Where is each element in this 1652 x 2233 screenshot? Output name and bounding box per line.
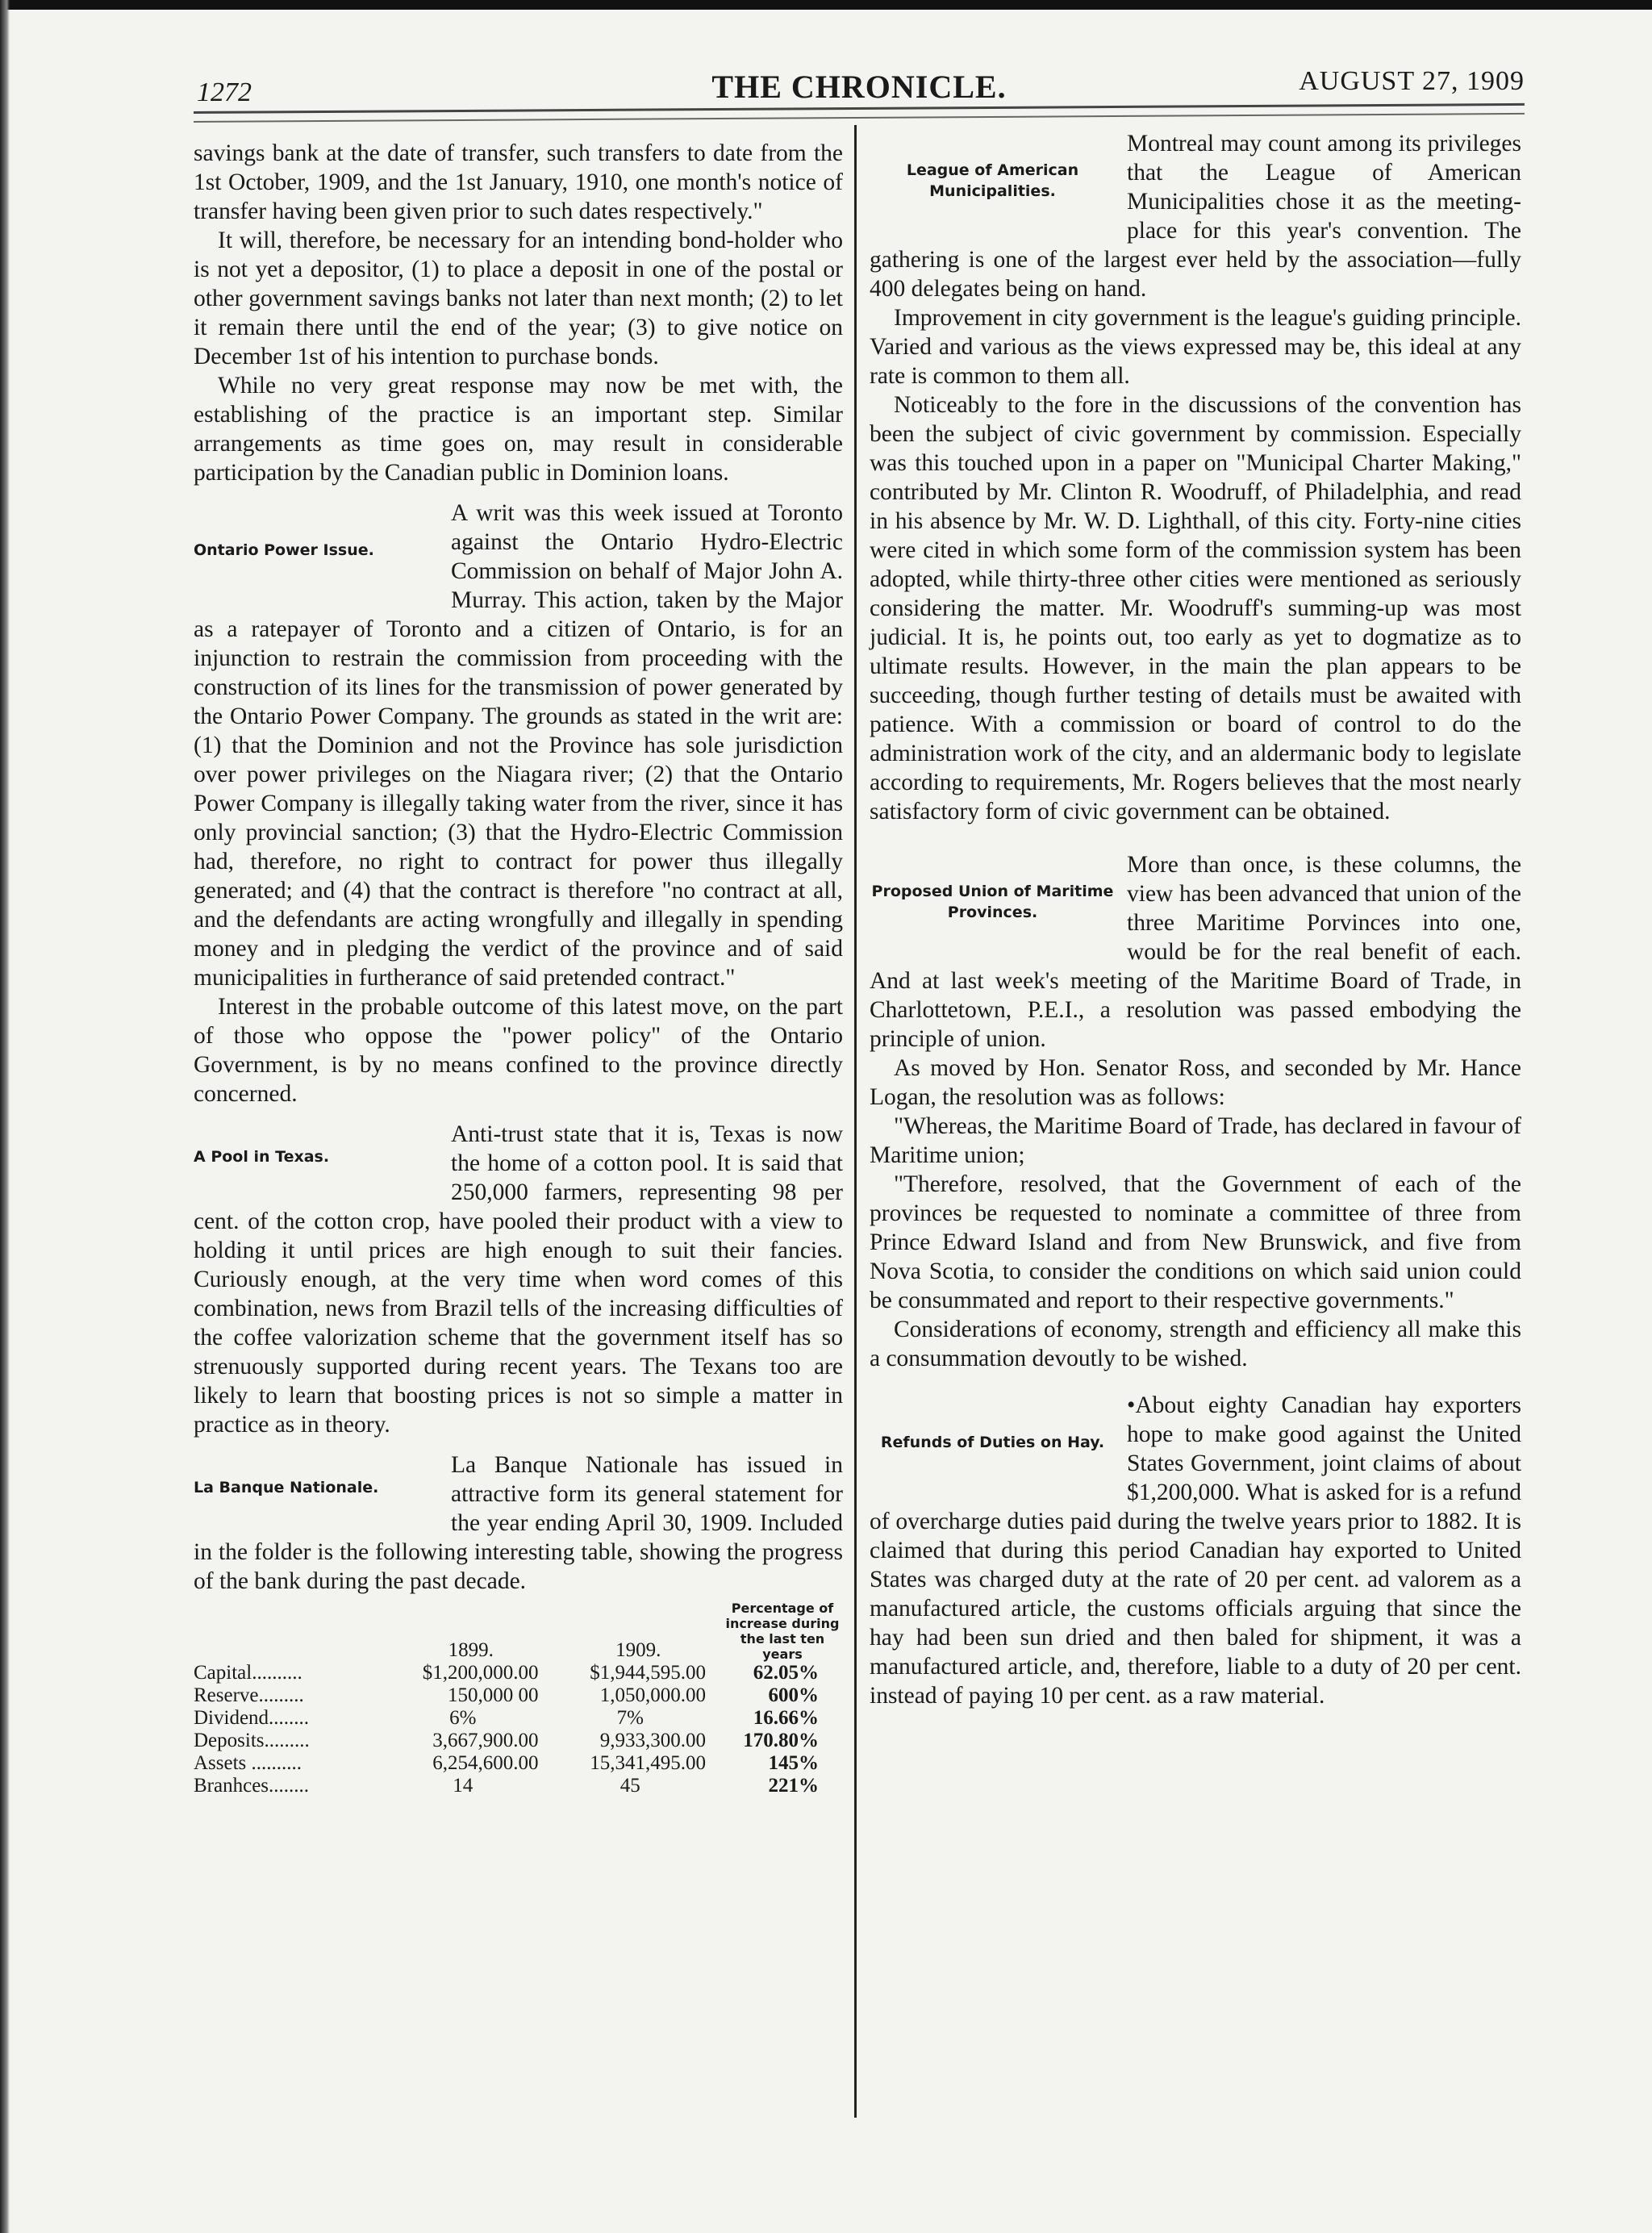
scan-left-edge — [0, 0, 10, 2233]
cell: 6,254,600.00 — [432, 1752, 539, 1774]
page-number: 1272 — [197, 77, 252, 107]
paragraph: Considerations of economy, strength and efficiency all make this a consummation devoutly to be wished. — [870, 1317, 1521, 1371]
cell: 145% — [768, 1752, 819, 1774]
table-row — [194, 1752, 843, 1775]
table-header — [194, 1601, 387, 1662]
paragraph: A writ was this week issued at Toronto against the Ontario Hydro-Electric Commission on behalf of Major John A. Murray. This action, taken by the Major as a ratepayer of Toronto and a citizen of Ontario, is for an injunction to restrain the commission from proceeding with the construction of its lines for the transmission of power generated by the Ontario Power Company. The grounds as stated in the writ are: (1) that the Dominion and not the Province has sole jurisdiction over power privileges on the Niagara river; (2) that the Ontario Power Company is illegally taking water from the river, since it has only provincial sanction; (3) that the Hydro-Electric Commission had, therefore, no right to contract for power thus illegally generated; and (4) that the contract is therefore "no contract at all, and the defendants are acting wrongfully and illegally in spending money and in pledging the verdict of the province and of said municipalities in furtherance of said pretended contract." — [194, 500, 843, 991]
paragraph: Montreal may count among its privileges that the League of American Municipalities chose it as the meeting-place for this year's convention. The gathering is one of the largest ever held by the association—fully 400 delegates being on hand. — [870, 131, 1521, 302]
row-label: Capital.......... — [194, 1662, 302, 1684]
cell: $1,200,000.00 — [422, 1662, 539, 1684]
cell: 3,667,900.00 — [432, 1730, 539, 1751]
paragraph: savings bank at the date of transfer, such transfers to date from the 1st October, 1909, and the 1st January, 1910, one month's notice of transfer having been given prior to such dates respectively." — [194, 140, 843, 224]
table-row — [194, 1775, 843, 1797]
article-refunds-of-duties-on-hay — [870, 1391, 1521, 1710]
cell: 9,933,300.00 — [599, 1730, 706, 1751]
cell: 150,000 00 — [448, 1684, 539, 1706]
paragraph: Interest in the probable outcome of this latest move, on the part of those who oppose the "power policy" of the Ontario Government, is by no means confined to the province directly concerned. — [194, 994, 843, 1107]
row-label: Branhces........ — [194, 1775, 310, 1797]
cell: 16.66% — [753, 1707, 819, 1729]
cell: 14 — [453, 1775, 473, 1797]
side-heading: Proposed Union of Maritime Provinces. — [871, 883, 1114, 921]
cell: 62.05% — [753, 1662, 819, 1684]
table-header-row — [194, 1601, 843, 1662]
cell: $1,944,595.00 — [590, 1662, 706, 1684]
publication-title: THE CHRONICLE. — [711, 69, 1007, 105]
paragraph: Anti-trust state that it is, Texas is now the home of a cotton pool. It is said that 250,000 farmers, representing 98 per cent. of the cotton crop, have pooled their product with a view to holding it until prices are high enough to suit their fancies. Curiously enough, at the very time when word comes of this combination, news from Brazil tells of the increasing difficulties of the coffee valorization scheme that the government itself has so strenuously supported during recent years. The Texans too are likely to learn that boosting prices is not so simple a matter in practice as in theory. — [194, 1121, 843, 1438]
issue-date: AUGUST 27, 1909 — [1299, 66, 1525, 96]
right-column — [870, 129, 1521, 1710]
paragraph: While no very great response may now be met with, the establishing of the practice is an important step. Similar arrangements as time goes on, may result in considerable participation by the Canadian public in Dominion loans. — [194, 373, 843, 486]
row-label: Reserve......... — [194, 1684, 304, 1706]
side-heading: A Pool in Texas. — [194, 1148, 330, 1166]
left-column — [194, 139, 843, 1797]
table-row — [194, 1662, 843, 1684]
side-heading: League of American Municipalities. — [906, 161, 1079, 200]
cell: 1,050,000.00 — [599, 1684, 706, 1706]
article-la-banque-nationale — [194, 1450, 843, 1596]
table-header: Percentage of increase during the last ten years — [725, 1601, 840, 1662]
table-header: 1899. — [448, 1639, 494, 1661]
cell: 600% — [768, 1684, 819, 1706]
row-label: Dividend........ — [194, 1707, 310, 1729]
paragraph: La Banque Nationale has issued in attractive form its general statement for the year ending April 30, 1909. Included in the folder is the following interesting table, showing the progress of the bank during the past decade. — [194, 1452, 843, 1594]
scan-top-border — [0, 0, 1652, 10]
cell: 15,341,495.00 — [590, 1752, 706, 1774]
paragraph: "Therefore, resolved, that the Government of each of the provinces be requested to nominate a committee of three from Prince Edward Island and from New Brunswick, and five from Nova Scotia, to consider the conditions on which said union could be consummated and report to their respective governments." — [870, 1171, 1521, 1313]
cell: 45 — [620, 1775, 640, 1797]
article-proposed-union-maritime-provinces — [870, 850, 1521, 1373]
table-row — [194, 1707, 843, 1730]
cell: 6% — [449, 1707, 477, 1729]
row-label: Deposits......... — [194, 1730, 310, 1751]
paragraph: •About eighty Canadian hay exporters hope to make good against the United States Government, joint claims of about $1,200,000. What is asked for is a refund of overcharge duties paid during the twelve years prior to 1882. It is claimed that during this period Canadian hay exported to United States was charged duty at the rate of 20 per cent. ad valorem as a manufactured article, the customs officials arguing that since the hay had been sun dried and then baled for shipment, it was a manufactured article, and, therefore, liable to a duty of 20 per cent. instead of paying 10 per cent. as a raw material. — [870, 1392, 1521, 1709]
paragraph: Noticeably to the fore in the discussions of the convention has been the subject of civic government by commission. Especially was this touched upon in a paper on "Municipal Charter Making," contributed by Mr. Clinton R. Woodruff, of Philadelphia, and read in his absence by Mr. W. D. Lighthall, of this city. Forty-nine cities were cited in which some form of the commission system has been adopted, while thirty-three other cities were mentioned as seriously considering the matter. Mr. Woodruff's summing-up was most judicial. It is, he points out, too early as yet to dogmatize as to ultimate results. However, in the main the plan appears to be succeeding, though further testing of details must be awaited with patience. With a commission or board of control to do the administration work of the city, and an aldermanic body to legislate according to requirements, Mr. Rogers believes that the most nearly satisfactory form of civic government can be obtained. — [870, 392, 1521, 824]
bank-progress-table — [194, 1601, 843, 1797]
paragraph: "Whereas, the Maritime Board of Trade, has declared in favour of Maritime union; — [870, 1113, 1521, 1168]
article-league-of-american-municipalities — [870, 129, 1521, 826]
article-pool-in-texas — [194, 1120, 843, 1439]
column-divider — [854, 125, 857, 2118]
table-row — [194, 1684, 843, 1707]
side-heading: Refunds of Duties on Hay. — [880, 1434, 1105, 1451]
cell: 221% — [768, 1775, 819, 1797]
table-row — [194, 1730, 843, 1752]
row-label: Assets .......... — [194, 1752, 302, 1774]
side-heading: La Banque Nationale. — [194, 1479, 379, 1496]
article-ontario-power-issue — [194, 499, 843, 1108]
paragraph: As moved by Hon. Senator Ross, and seconded by Mr. Hance Logan, the resolution was as follows: — [870, 1055, 1521, 1110]
side-heading: Ontario Power Issue. — [194, 541, 374, 559]
paragraph: It will, therefore, be necessary for an intending bond-holder who is not yet a depositor, (1) to place a deposit in one of the postal or other government savings banks not later than next month; (2) to let it remain there until the end of the year; (3) to give notice on December 1st of his intention to purchase bonds. — [194, 227, 843, 369]
cell: 170.80% — [743, 1730, 819, 1751]
cell: 7% — [616, 1707, 644, 1729]
paragraph: More than once, is these columns, the view has been advanced that union of the three Maritime Porvinces into one, would be for the real benefit of each. And at last week's meeting of the Maritime Board of Trade, in Charlottetown, P.E.I., a resolution was passed embodying the principle of union. — [870, 852, 1521, 1052]
table-header: 1909. — [615, 1639, 661, 1661]
paragraph: Improvement in city government is the league's guiding principle. Varied and various as the views expressed may be, this ideal at any rate is common to them all. — [870, 305, 1521, 389]
